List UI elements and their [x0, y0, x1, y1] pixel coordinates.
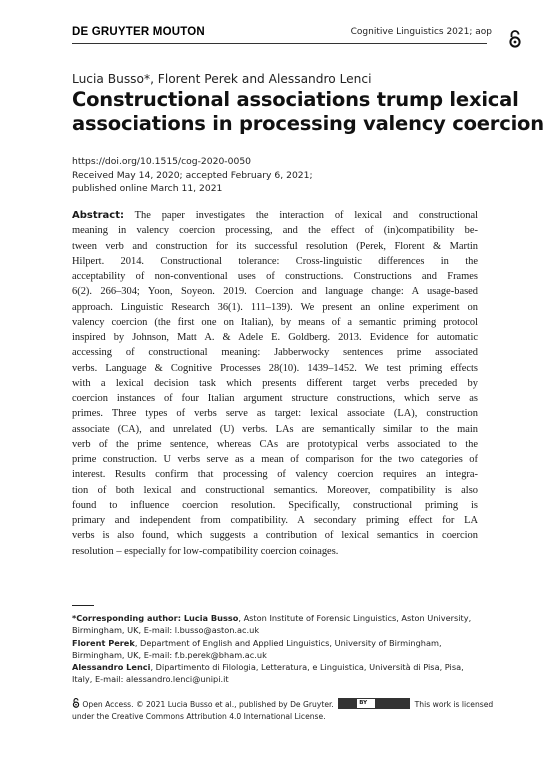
title-line: Constructional associations trump lexical: [72, 88, 519, 111]
abstract-line: coercion instances of four Italian argument structure constructions, which serve as: [72, 393, 478, 404]
open-access-icon: [508, 30, 522, 48]
abstract-line: verb of the prime sentence, whereas CAs are prototypical verbs associated to the: [72, 438, 478, 450]
abstract-line: found to influence coercion resolution. Specifically, constructional priming is: [72, 499, 478, 511]
author-affiliations: [72, 612, 492, 686]
abstract-line: acceptability of non-conventional uses of constructions. Constructions and Frames: [72, 271, 478, 282]
footnote-line: Birmingham, UK, E-mail: f.b.perek@bham.ac.uk: [72, 649, 267, 660]
footnote-line: Birmingham, UK, E-mail: l.busso@aston.ac.uk: [72, 625, 260, 636]
published-date: published online March 11, 2021: [72, 183, 223, 194]
footnote-line: Italy, E-mail: alessandro.lenci@unipi.it: [72, 674, 229, 685]
open-access-icon: [72, 698, 80, 708]
license-notice: [72, 698, 492, 723]
license-line: under the Creative Commons Attribution 4.0 International License.: [72, 712, 326, 721]
footnote-line: Florent Perek, Department of English and Applied Linguistics, University of Birmingham,: [72, 637, 442, 648]
abstract-line: with a lexical decision task which presents different target verbs preceded by: [72, 377, 478, 389]
abstract-label: Abstract:: [72, 210, 125, 221]
abstract-line: primary and independent from compatibility. A secondary priming effect for LA: [72, 515, 478, 526]
title-line: associations in processing valency coercion: [72, 112, 544, 135]
abstract-line: prime construction. U verbs serve as a mean of comparison for the two categories of: [72, 454, 478, 465]
abstract-line: approach. Linguistic Research 36(1). 111–139). We present an online experiment on: [72, 301, 478, 313]
abstract-line: inspired by Johnson, Matt A. & Adele E. Goldberg. 2013. Evidence for automatic: [72, 332, 478, 343]
header-rule: [72, 43, 487, 44]
doi-link[interactable]: https://doi.org/10.1515/cog-2020-0050: [72, 156, 252, 167]
abstract-line: tween verb and construction for its successful resolution (Perek, Florent & Martin: [72, 240, 478, 252]
abstract-line: meaning in valency coercion processing, and the effect of (in)compatibility be-: [72, 225, 478, 237]
license-line: Open Access. © 2021 Lucia Busso et al., published by De Gruyter. BY This work is licensed: [72, 698, 492, 711]
paper-title: [72, 88, 544, 136]
abstract-line: verbs is also found, which suggests a contribution of lexical semantics in coercion: [72, 530, 478, 542]
journal-citation: Cognitive Linguistics 2021; aop: [350, 27, 492, 37]
abstract-line: verbs. Language & Cognitive Processes 28(10). 1439–1452. We test priming effects: [72, 362, 478, 374]
page-header: [72, 26, 522, 42]
abstract-line: associate (CA), and unrelated (U) verbs. LAs are semantically similar to the main: [72, 423, 478, 435]
abstract-line: Hilpert. 2014. Constructional tolerance: Cross-linguistic differences in the: [72, 255, 478, 267]
publisher-name: DE GRUYTER MOUTON: [72, 26, 205, 38]
abstract-line: 6(2). 266–304; Yoon, Soyeon. 2019. Coercion and language change: A usage-based: [72, 286, 478, 298]
cc-by-license-icon[interactable]: BY: [338, 698, 410, 709]
abstract-line: accessing of constructional meaning: Jabberwocky sentences prime associated: [72, 347, 478, 359]
abstract-line: Abstract: The paper investigates the interaction of lexical and constructional: [72, 210, 479, 221]
author-list: Lucia Busso*, Florent Perek and Alessandro Lenci: [72, 72, 372, 86]
footnote-line: *Corresponding author: Lucia Busso, Aston Institute of Forensic Linguistics, Aston University,: [72, 613, 472, 623]
abstract-line: primes. Three types of verbs serve as target: lexical associate (LA), construction: [72, 408, 478, 420]
article-metadata: [72, 155, 472, 196]
received-dates: Received May 14, 2020; accepted February 6, 2021;: [72, 169, 313, 181]
abstract-line: resolution – especially for low-compatibility coercion coinages.: [72, 545, 339, 557]
footnote-line: Alessandro Lenci, Dipartimento di Filologia, Letteratura, e Linguistica, Università di Pisa, Pisa,: [72, 662, 464, 673]
abstract-line: interest. Results confirm that processing of valency coercion requires an integra-: [72, 469, 478, 481]
abstract-line: tion of both lexical and constructional semantics. Moreover, compatibility is also: [72, 484, 478, 496]
abstract: [72, 208, 478, 559]
abstract-line: valency coercion (the first one on Italian), by means of a semantic priming protocol: [72, 316, 478, 328]
footnote-rule: [72, 605, 94, 606]
